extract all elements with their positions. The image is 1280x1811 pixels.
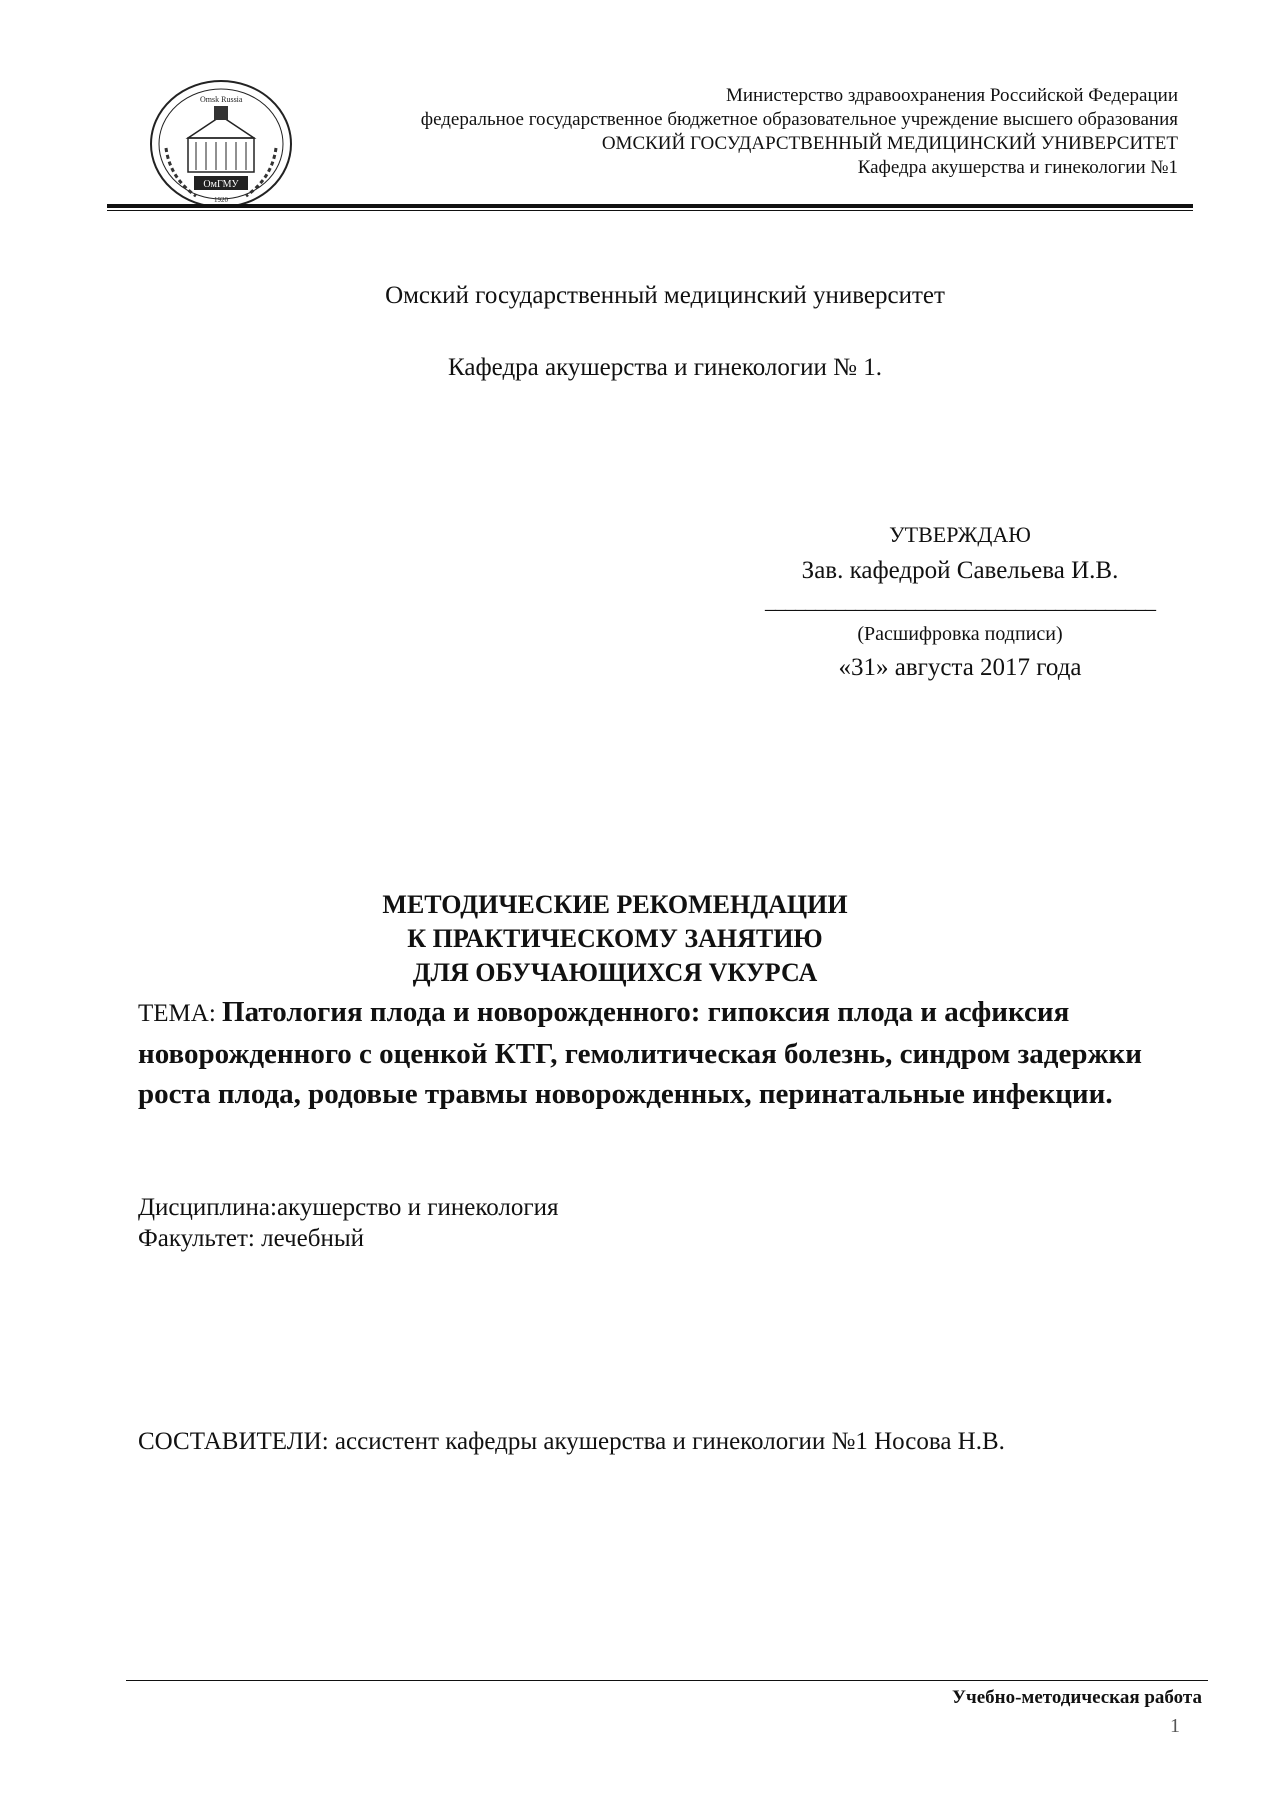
header-university: ОМСКИЙ ГОСУДАРСТВЕННЫЙ МЕДИЦИНСКИЙ УНИВЕРСИТЕТ — [601, 133, 1178, 154]
compilers: СОСТАВИТЕЛИ: ассистент кафедры акушерства и гинекологии №1 Носова Н.В. — [138, 1428, 1005, 1455]
approval-date: «31» августа 2017 года — [838, 654, 1082, 681]
theme-text: Патология плода и новорожденного: гипоксия плода и асфиксия новорожденного с оценкой КТГ, гемолитическая болезнь, синдром задержки роста плода, родовые травмы новорожденных, перинатальные инфекции. — [138, 996, 1142, 1110]
department-name: Кафедра акушерства и гинекологии № 1. — [448, 354, 882, 381]
discipline-block — [138, 1192, 558, 1254]
page-number: 1 — [1170, 1715, 1180, 1737]
logo-emblem-text: ОмГМУ — [203, 179, 239, 190]
logo-top-text: Omsk Russia — [200, 95, 243, 104]
footer-rule — [126, 1680, 1208, 1681]
header-rule — [107, 204, 1193, 208]
document-title-line3: ДЛЯ ОБУЧАЮЩИХСЯ VКУРСА — [412, 958, 818, 987]
header-institution-type: федеральное государственное бюджетное образовательное учреждение высшего образования — [420, 109, 1178, 130]
logo-year: 1920 — [214, 196, 228, 204]
approval-head: Зав. кафедрой Савельева И.В. — [801, 557, 1119, 584]
university-logo — [148, 78, 294, 210]
document-title-line2: К ПРАКТИЧЕСКОМУ ЗАНЯТИЮ — [407, 924, 823, 953]
signature-note: (Расшифровка подписи) — [857, 623, 1063, 645]
header-ministry: Министерство здравоохранения Российской Федерации — [725, 85, 1178, 106]
signature-line: _______________________________________ — [765, 588, 1155, 613]
faculty: Факультет: лечебный — [138, 1225, 365, 1252]
theme-block — [138, 992, 1198, 1114]
discipline: Дисциплина:акушерство и гинекология — [138, 1194, 559, 1221]
theme-label: ТЕМА: — [138, 1000, 223, 1027]
approval-title: УТВЕРЖДАЮ — [889, 522, 1031, 547]
header-rule-thin — [107, 210, 1193, 211]
university-name: Омский государственный медицинский университет — [385, 282, 945, 309]
header-department: Кафедра акушерства и гинекологии №1 — [857, 157, 1178, 178]
document-title-line1: МЕТОДИЧЕСКИЕ РЕКОМЕНДАЦИИ — [382, 890, 848, 919]
footer-label: Учебно-методическая работа — [952, 1687, 1202, 1708]
